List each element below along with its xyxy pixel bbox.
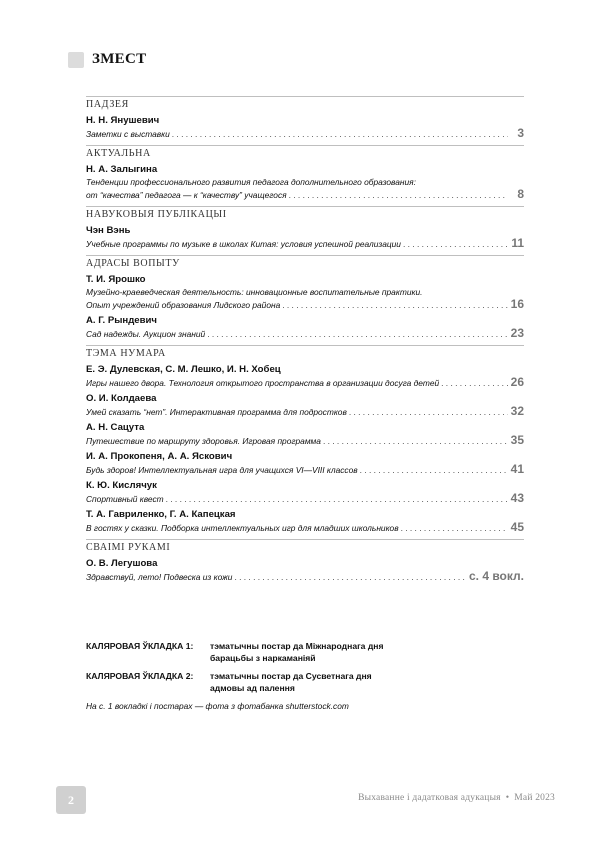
entry-title: Будь здоров! Интеллектуальная игра для учащихся VI—VIII классов	[86, 465, 358, 475]
toc-section	[86, 345, 524, 534]
entry-author: К. Ю. Кислячук	[86, 480, 157, 491]
photo-credit-note: На с. 1 вокладкі і постарах — фота з фотабанка shutterstock.com	[86, 701, 349, 711]
toc-entry[interactable]	[86, 298, 524, 311]
entry-page-number: с. 4 вокл.	[468, 569, 524, 583]
toc-entry[interactable]	[86, 376, 524, 389]
entry-author: Н. А. Залыгина	[86, 164, 158, 175]
dot-leader	[207, 328, 508, 340]
color-inserts	[86, 640, 524, 712]
toc-entry[interactable]	[86, 237, 524, 250]
dot-leader	[166, 493, 508, 505]
entry-author: И. А. Прокопеня, А. А. Яскович	[86, 451, 233, 462]
footer-bullet: •	[505, 793, 510, 803]
dot-leader	[289, 189, 508, 201]
insert-description	[210, 640, 524, 664]
toc-entry[interactable]	[86, 327, 524, 340]
entry-title: В гостях у сказки. Подборка интеллектуальных игр для младших школьников	[86, 523, 399, 533]
entry-page-number: 26	[510, 375, 524, 389]
entry-title: Игры нашего двора. Технология открытого пространства в организации досуга детей	[86, 378, 440, 388]
toc-entry[interactable]	[86, 434, 524, 447]
entry-author: А. Н. Сацута	[86, 422, 145, 433]
running-footer	[358, 793, 555, 803]
entry-title: Умей сказать “нет”. Интерактивная программа для подростков	[86, 407, 347, 417]
entry-author: О. И. Колдаева	[86, 393, 157, 404]
dot-leader	[349, 406, 508, 418]
page-number: 2	[68, 792, 74, 807]
toc-entry[interactable]	[86, 188, 524, 201]
entry-title: Опыт учреждений образования Лидского района	[86, 300, 281, 310]
section-label: АДРАСЫ ВОПЫТУ	[86, 255, 524, 270]
entry-title: Сад надежды. Аукцион знаний	[86, 329, 206, 339]
entry-author: А. Г. Рындевич	[86, 315, 158, 326]
entry-author: Т. А. Гавриленко, Г. А. Капецкая	[86, 509, 236, 520]
insert-2	[86, 670, 524, 694]
toc-section	[86, 206, 524, 250]
toc-entry[interactable]	[86, 492, 524, 505]
entry-title: Спортивный квест	[86, 494, 164, 504]
insert-label: КАЛЯРОВАЯ ЎКЛАДКА 2:	[86, 671, 194, 681]
entry-title-line: Музейно-краеведческая деятельность: инновационные воспитательные практики.	[86, 287, 423, 297]
dot-leader	[360, 464, 508, 476]
toc-section	[86, 539, 524, 583]
issue-date: Май 2023	[514, 793, 555, 803]
entry-page-number: 43	[510, 491, 524, 505]
entry-title: Здравствуй, лето! Подвеска из кожи	[86, 572, 233, 582]
journal-title: Выхаванне і дадатковая адукацыя	[358, 793, 501, 803]
section-label: ПАДЗЕЯ	[86, 96, 524, 111]
toc-entry[interactable]	[86, 521, 524, 534]
entry-author: Е. Э. Дулевская, С. М. Лешко, И. Н. Хобец	[86, 364, 281, 375]
dot-leader	[282, 299, 508, 311]
entry-title: Заметки с выставки	[86, 129, 170, 139]
table-of-contents	[86, 96, 524, 588]
entry-title: Учебные программы по музыке в школах Китая: условия успешной реализации	[86, 239, 401, 249]
toc-header	[68, 51, 146, 68]
section-label: СВАІМІ РУКАМІ	[86, 539, 524, 554]
toc-entry[interactable]	[86, 463, 524, 476]
entry-author: Чэн Вэнь	[86, 225, 131, 236]
dot-leader	[441, 377, 508, 389]
dot-leader	[172, 128, 508, 140]
entry-page-number: 23	[510, 326, 524, 340]
insert-desc-line: адмовы ад палення	[210, 683, 295, 693]
section-label: НАВУКОВЫЯ ПУБЛІКАЦЫІ	[86, 206, 524, 221]
dot-leader	[323, 435, 508, 447]
section-label: ТЭМА НУМАРА	[86, 345, 524, 360]
insert-desc-line: тэматычны постар да Сусветнага дня	[210, 671, 372, 681]
entry-author: О. В. Легушова	[86, 558, 158, 569]
page-number-badge	[56, 786, 86, 814]
entry-author: Т. И. Ярошко	[86, 274, 146, 285]
dot-leader	[403, 238, 508, 250]
toc-section	[86, 255, 524, 340]
entry-page-number: 8	[517, 187, 524, 201]
entry-title: от “качества” педагога — к “качеству” учащегося	[86, 190, 287, 200]
insert-desc-line: барацьбы з наркаманіяй	[210, 653, 316, 663]
dot-leader	[401, 522, 508, 534]
entry-title: Путешествие по маршруту здоровья. Игровая программа	[86, 436, 321, 446]
toc-title: ЗМЕСТ	[92, 51, 147, 67]
toc-entry[interactable]	[86, 127, 524, 140]
dot-leader	[234, 571, 467, 583]
header-square-icon	[68, 52, 84, 68]
insert-description	[210, 670, 524, 694]
toc-entry[interactable]	[86, 405, 524, 418]
insert-label: КАЛЯРОВАЯ ЎКЛАДКА 1:	[86, 641, 194, 651]
section-label: АКТУАЛЬНА	[86, 145, 524, 160]
insert-1	[86, 640, 524, 664]
entry-title-line: Тенденции профессионального развития педагога дополнительного образования:	[86, 177, 416, 187]
entry-page-number: 41	[510, 462, 524, 476]
entry-author: Н. Н. Янушевич	[86, 115, 160, 126]
entry-page-number: 11	[511, 236, 524, 250]
insert-desc-line: тэматычны постар да Міжнароднага дня	[210, 641, 384, 651]
entry-page-number: 32	[510, 404, 524, 418]
toc-entry[interactable]	[86, 570, 524, 583]
entry-page-number: 16	[510, 297, 524, 311]
entry-page-number: 35	[510, 433, 524, 447]
entry-page-number: 45	[510, 520, 524, 534]
toc-section	[86, 96, 524, 140]
toc-section	[86, 145, 524, 201]
entry-page-number: 3	[517, 126, 524, 140]
